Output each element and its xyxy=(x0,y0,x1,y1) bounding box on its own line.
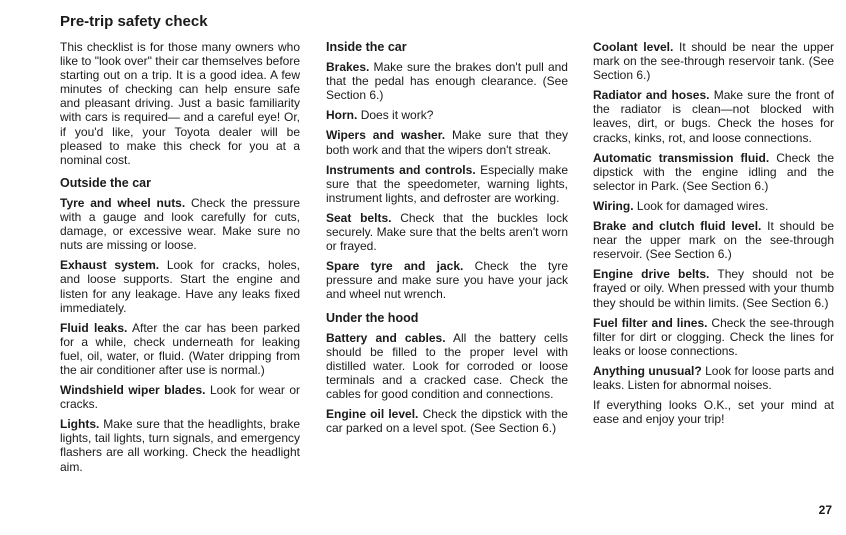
column-3 xyxy=(593,40,834,432)
checklist-item xyxy=(593,40,834,82)
checklist-item xyxy=(593,199,834,213)
checklist-item xyxy=(60,258,300,314)
item-text: Make sure that the headlights, brake lights, tail lights, turn signals, and emergency flashers are all working. Check the headlight aim. xyxy=(60,417,300,474)
intro-paragraph: This checklist is for those many owners who like to "look over" their car themselves before starting out on a trip. It is a good idea. A few minutes of checking can help ensure safe and pleasant driving. Just a basic familiarity with cars is required— and a careful eye! Or, if you'd like, your Toyota dealer will be pleased to make this check for you at a nominal cost. xyxy=(60,40,300,167)
column-1 xyxy=(60,40,300,480)
item-text: Make sure the front of the radiator is clean—not blocked with leaves, dirt, or bugs. Check the hoses for cracks, kinks, rot, and loose connections. xyxy=(593,88,834,145)
checklist-item xyxy=(60,321,300,377)
checklist-item xyxy=(326,163,568,205)
section-heading-under-hood: Under the hood xyxy=(326,310,419,325)
item-text: Make sure that they both work and that the wipers don't streak. xyxy=(326,128,568,157)
checklist-item xyxy=(593,267,834,309)
item-text: After the car has been parked for a while, check underneath for leaking fuel, oil, water, or fluid. (Water dripping from the air conditioner after use is normal.) xyxy=(60,320,300,377)
item-text: Look for cracks, holes, and loose supports. Start the engine and listen for any leakage. Have any leaks fixed immediately. xyxy=(60,258,300,315)
item-text: All the battery cells should be filled to the proper level with distilled water. Look for corroded or loose terminals and a cracked case. Check the cables for good condition and connections. xyxy=(326,330,569,401)
item-term: Instruments and controls. xyxy=(326,162,476,177)
item-term: Engine drive belts. xyxy=(593,267,710,282)
checklist-item xyxy=(60,196,300,252)
checklist-item xyxy=(326,108,568,122)
checklist-item xyxy=(326,211,568,253)
item-text: Make sure the brakes don't pull and that the pedal has enough clearance. (See Section 6.) xyxy=(326,60,568,103)
item-term: Coolant level. xyxy=(593,40,674,54)
item-term: Wiring. xyxy=(593,198,634,213)
checklist-item xyxy=(326,128,568,156)
item-text: Does it work? xyxy=(360,108,434,123)
item-text: Check the dipstick with the car parked on a level spot. (See Section 6.) xyxy=(326,407,568,436)
checklist-item xyxy=(593,219,834,261)
item-term: Windshield wiper blades. xyxy=(60,383,206,398)
item-text: Look for damaged wires. xyxy=(636,198,769,213)
item-text: Especially make sure that the speedometer, warning lights, instrument lights, and defroster are working. xyxy=(326,162,568,205)
item-text: Check the tyre pressure and make sure you have your jack and wheel nut wrench. xyxy=(326,259,569,302)
item-term: Horn. xyxy=(326,108,358,123)
item-term: Fuel filter and lines. xyxy=(593,315,708,330)
item-text: They should not be frayed or oily. When pressed with your thumb they should be within limits. (See Section 6.) xyxy=(593,267,834,310)
item-term: Automatic transmission fluid. xyxy=(593,150,770,165)
item-text: Check that the buckles lock securely. Make sure that the belts aren't worn or frayed. xyxy=(326,210,568,254)
section-heading-outside: Outside the car xyxy=(60,175,151,190)
item-term: Lights. xyxy=(60,417,100,432)
item-term: Anything unusual? xyxy=(593,363,702,378)
section-heading-inside: Inside the car xyxy=(326,40,407,54)
item-text: Look for loose parts and leaks. Listen for abnormal noises. xyxy=(593,363,835,392)
item-term: Brakes. xyxy=(326,60,370,75)
page-title: Pre-trip safety check xyxy=(60,13,208,30)
checklist-item xyxy=(326,259,568,301)
item-term: Brake and clutch fluid level. xyxy=(593,219,762,234)
checklist-item xyxy=(60,417,300,473)
item-text: Look for wear or cracks. xyxy=(60,383,300,412)
item-term: Fluid leaks. xyxy=(60,320,128,335)
item-term: Battery and cables. xyxy=(326,330,446,345)
item-term: Radiator and hoses. xyxy=(593,88,710,103)
checklist-item xyxy=(326,407,568,435)
item-term: Seat belts. xyxy=(326,210,392,225)
item-text: Check the dipstick with the engine idling and the selector in Park. (See Section 6.) xyxy=(593,150,834,193)
item-text: It should be near the upper mark on the see-through reservoir. (See Section 6.) xyxy=(593,219,834,262)
item-text: Check the see-through filter for dirt or clogging. Check the lines for leaks or loose connections. xyxy=(593,315,834,358)
item-term: Wipers and washer. xyxy=(326,128,446,143)
item-term: Spare tyre and jack. xyxy=(326,259,464,274)
item-text: It should be near the upper mark on the see-through reservoir tank. (See Section 6.) xyxy=(593,40,834,83)
closing-paragraph: If everything looks O.K., set your mind at ease and enjoy your trip! xyxy=(593,398,834,427)
checklist-item xyxy=(593,364,834,392)
checklist-item xyxy=(593,151,834,193)
item-term: Tyre and wheel nuts. xyxy=(60,195,186,210)
checklist-item xyxy=(593,316,834,358)
page-number: 27 xyxy=(818,503,832,517)
item-term: Engine oil level. xyxy=(326,407,419,422)
item-text: Check the pressure with a gauge and look carefully for cuts, damage, or excessive wear. Make sure no nuts are missing or loose. xyxy=(60,195,300,253)
item-term: Exhaust system. xyxy=(60,258,160,273)
checklist-item xyxy=(60,383,300,411)
checklist-item xyxy=(326,331,568,401)
checklist-item xyxy=(593,88,834,144)
checklist-item xyxy=(326,60,568,102)
column-2 xyxy=(326,40,568,441)
